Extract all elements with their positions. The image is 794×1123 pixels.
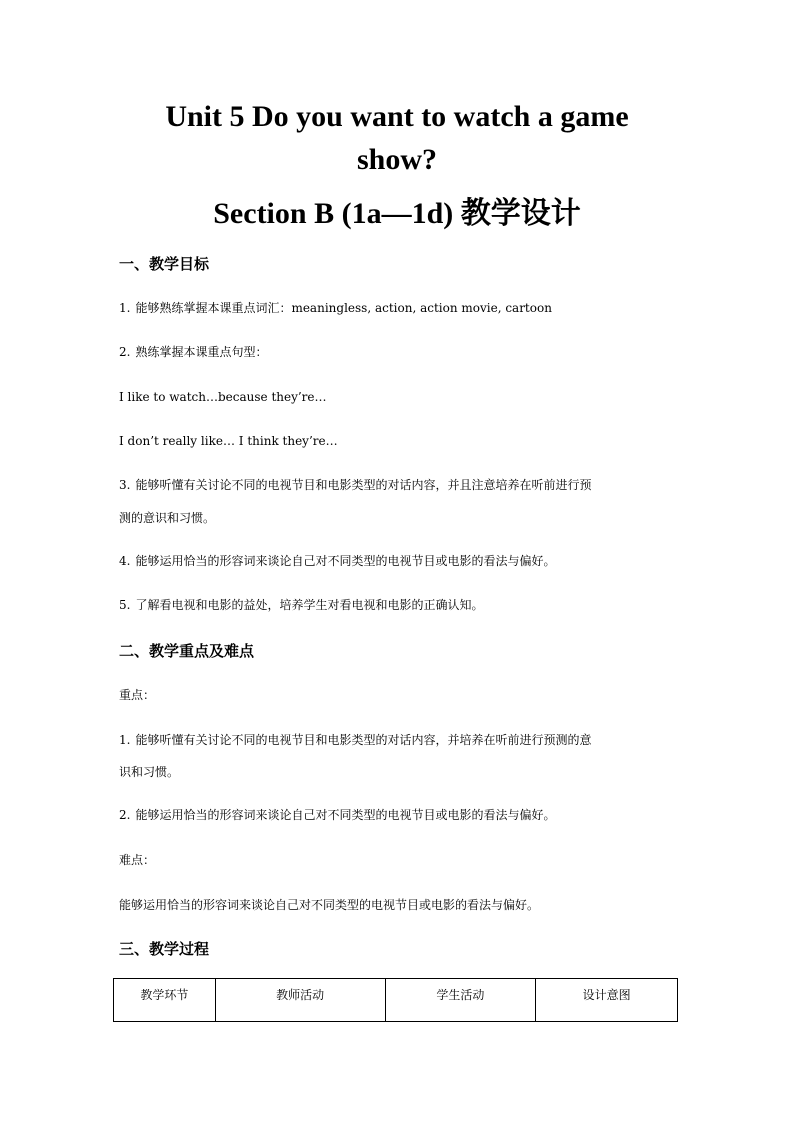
item-number: 1. bbox=[119, 733, 131, 747]
key-point-item-1-continuation: 识和习惯。 bbox=[119, 765, 180, 779]
key-point-item-1 bbox=[119, 729, 679, 751]
document-title-line-2: show? bbox=[356, 143, 438, 176]
table-header-row bbox=[114, 979, 678, 1022]
sentence-pattern-1: I like to watch…because they’re… bbox=[119, 390, 327, 404]
key-point-item-2 bbox=[119, 804, 679, 826]
item-number: 3. bbox=[119, 478, 131, 492]
item-number: 1. bbox=[119, 301, 131, 315]
table-header-cell: 学生活动 bbox=[385, 979, 536, 1022]
item-number: 2. bbox=[119, 808, 131, 822]
section-heading-process: 三、教学过程 bbox=[119, 940, 210, 958]
objective-item-1 bbox=[119, 297, 679, 319]
section-heading-objectives: 一、教学目标 bbox=[119, 255, 210, 273]
difficult-points-label: 难点： bbox=[119, 853, 156, 867]
table-header-cell: 教学环节 bbox=[114, 979, 216, 1022]
item-text: 能够听懂有关讨论不同的电视节目和电影类型的对话内容，并培养在听前进行预测的意 bbox=[135, 733, 592, 747]
key-points-label: 重点： bbox=[119, 688, 156, 702]
objective-item-4 bbox=[119, 550, 679, 572]
item-text: 能够运用恰当的形容词来谈论自己对不同类型的电视节目或电影的看法与偏好。 bbox=[135, 554, 556, 568]
item-number: 4. bbox=[119, 554, 131, 568]
objective-item-3-continuation: 测的意识和习惯。 bbox=[119, 511, 216, 525]
difficult-point-text: 能够运用恰当的形容词来谈论自己对不同类型的电视节目或电影的看法与偏好。 bbox=[119, 898, 540, 912]
section-heading-key-points: 二、教学重点及难点 bbox=[119, 642, 255, 660]
document-title-line-1: Unit 5 Do you want to watch a game bbox=[165, 100, 629, 133]
item-text: 能够熟练掌握本课重点词汇：meaningless, action, action movie, cartoon bbox=[135, 301, 552, 315]
item-number: 5. bbox=[119, 598, 131, 612]
process-table bbox=[113, 978, 678, 1022]
item-number: 2. bbox=[119, 345, 131, 359]
item-text: 能够运用恰当的形容词来谈论自己对不同类型的电视节目或电影的看法与偏好。 bbox=[135, 808, 556, 822]
item-text: 熟练掌握本课重点句型： bbox=[135, 345, 268, 359]
item-text: 能够听懂有关讨论不同的电视节目和电影类型的对话内容，并且注意培养在听前进行预 bbox=[135, 478, 592, 492]
objective-item-2 bbox=[119, 341, 679, 363]
table-header-cell: 设计意图 bbox=[536, 979, 678, 1022]
document-subtitle: Section B (1a—1d) 教学设计 bbox=[213, 197, 581, 230]
sentence-pattern-2: I don’t really like… I think they’re… bbox=[119, 434, 338, 448]
table-header-cell: 教师活动 bbox=[215, 979, 385, 1022]
objective-item-3 bbox=[119, 474, 679, 496]
objective-item-5 bbox=[119, 594, 679, 616]
item-text: 了解看电视和电影的益处，培养学生对看电视和电影的正确认知。 bbox=[135, 598, 484, 612]
